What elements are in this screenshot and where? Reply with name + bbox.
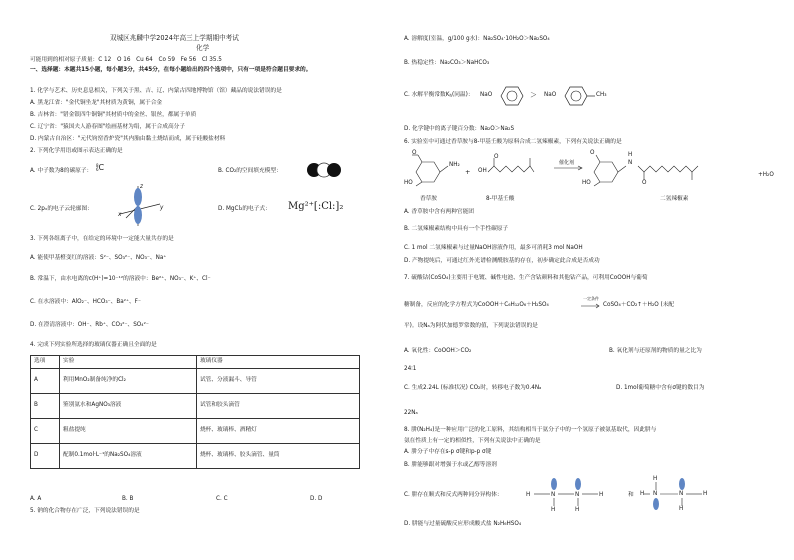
trans-n-left: N: [653, 491, 658, 497]
lone-pair-lobe: [679, 478, 685, 490]
q3-option-a: A. 能使甲基橙变红的溶液：S²⁻、SO₃²⁻、NO₃⁻、Na⁺: [30, 255, 167, 261]
q7-option-d-cont: 22Nₐ: [404, 410, 418, 416]
acid-oh-label: OH: [478, 168, 487, 174]
catalyst-label: 催化剂: [559, 160, 575, 166]
section-instructions: 一、选择题：本题共15小题，每小题3分，共45分，在每小题给出的四个选项中，只有一项是符合题目要求的。: [30, 67, 312, 73]
co2-oxygen-right: [327, 163, 341, 177]
product-ho-label: HO: [582, 180, 591, 186]
table-row: [31, 394, 360, 419]
table-header-cell: 选项: [31, 356, 60, 369]
vanillylamine-ho-label: HO: [404, 180, 413, 186]
lone-pair-lobe: [653, 498, 659, 510]
q2-nuclide-symbol: [96, 164, 104, 172]
mgcl2-electron-formula: Mg²⁺[:Cl:]₂: [288, 201, 344, 212]
q5-c-sub: h: [449, 93, 452, 98]
label-dihydrocapsaicin: 二氢辣椒素: [660, 196, 689, 202]
q7-stem-line3: CoSO₄＋CO₂↑＋H₂O (未配: [603, 302, 675, 308]
cis-h-right: H: [599, 492, 604, 498]
product-h-atom: H: [628, 152, 633, 158]
label-methylnonanoic-acid: 8-甲基壬酸: [486, 196, 515, 202]
axis-x-label: x: [118, 212, 122, 218]
label-vanillylamine: 香草胺: [420, 196, 438, 202]
q3-option-b: B. 常温下，由水电离的c(H⁺)=10⁻¹²的溶液中：Be²⁺、NO₃⁻、K⁺、Cl⁻: [30, 276, 211, 282]
q5-c-mid: (同温)：: [452, 92, 474, 98]
q2-option-a: A. 中子数为8的碳原子：: [30, 168, 93, 174]
reaction-arrow-icon: [581, 303, 601, 309]
q5-c-prefix: C. 水解平衡常数K: [404, 92, 450, 98]
cis-n-right: N: [575, 492, 580, 498]
q4-apparatus-table: [30, 355, 360, 469]
q5-option-a: A. 溶解度(室温，g/100 g水)：Na₂SO₄·10H₂O＞Na₂SO₄: [404, 36, 550, 42]
table-cell: C: [31, 419, 60, 444]
table-cell: 粗盐提纯: [60, 419, 197, 444]
table-cell: A: [31, 369, 60, 394]
cis-h-bottom-left: H: [551, 507, 556, 513]
q1-option-c: C. 辽宁省："猿国夫人游春图"绘画基材为绢，属于合成高分子: [30, 124, 186, 130]
q5-stem: 5. 钠的化合物存在广泛，下列说法错误的是: [30, 508, 140, 514]
methyl-group-label: CH₃: [596, 92, 607, 98]
q7-option-b: B. 氧化剂与还原剂的物质的量之比为: [609, 348, 702, 354]
trans-h-left: H: [640, 491, 645, 497]
q7-option-a: A. 氧化性：CoOOH＞CO₂: [404, 348, 472, 354]
q4-option-d: D. D: [310, 496, 323, 502]
table-header-row: [31, 356, 360, 369]
table-cell: 试管、分液漏斗、导管: [197, 369, 360, 394]
product-carbonyl-o: O: [642, 180, 647, 186]
water-product: +H₂O: [758, 172, 774, 178]
naophenoxide-right-label: NaO: [544, 92, 557, 98]
table-cell: 试管和胶头滴管: [197, 394, 360, 419]
table-cell: 鉴别氨水和AgNO₃溶液: [60, 394, 197, 419]
q5-option-b: B. 热稳定性：Na₂CO₃＞NaHCO₃: [404, 60, 490, 66]
naophenoxide-left-label: NaO: [480, 92, 493, 98]
table-cell: D: [31, 444, 60, 469]
q6-option-b: B. 二氢辣椒素结构中具有一个手性碳原子: [404, 226, 509, 232]
product-nh-label: [628, 160, 632, 167]
orbital-lobe-lower: [134, 206, 142, 224]
q3-option-d: D. 在澄清溶液中：OH⁻、Rb⁺、CO₃²⁻、SO₄²⁻: [30, 322, 149, 328]
axis-z-label: z: [140, 184, 143, 190]
q2-stem: 2. 下列化学用语或图示表达正确的是: [30, 148, 123, 154]
q1-option-a: A. 黑龙江省："金代铜坐龙"其材质为黄铜，属于合金: [30, 100, 163, 106]
table-header-cell: 实验: [60, 356, 197, 369]
hydrazine-cis-structure-icon: [520, 476, 620, 512]
q6-option-a: A. 香草胺中含有两种官能团: [404, 209, 474, 215]
vanillylamine-o-label: O: [412, 150, 417, 156]
benzene-ring-icon: [497, 84, 527, 108]
table-cell: 烧杯、玻璃棒、胶头滴管、量筒: [197, 444, 360, 469]
q2-option-c: C. 2pₓ的电子云轮廓图：: [30, 206, 93, 212]
q2-option-d: D. MgCl₂的电子式：: [218, 206, 271, 212]
2px-orbital-icon: [116, 184, 162, 228]
q7-option-b-cont: 24∶1: [404, 366, 417, 372]
table-cell: 烧杯、玻璃棒、酒精灯: [197, 419, 360, 444]
q3-option-c: C. 在水溶液中：AlO₂⁻、HCO₃⁻、Ba²⁺、F⁻: [30, 299, 141, 305]
trans-h-bottom: H: [679, 506, 684, 512]
q3-stem: 3. 下列各组离子中，在给定的环境中一定能大量共存的是: [30, 236, 174, 242]
q7-condition: 一定条件: [583, 296, 599, 301]
q7-stem-line4: 平)。设Nₐ为阿伏加德罗常数的值，下列说法错误的是: [404, 323, 538, 329]
product-o-label: O: [590, 150, 595, 156]
q8-option-c: C. 肼存在顺式和反式两种同分异构体：: [404, 492, 503, 498]
q1-option-d: D. 内蒙古自治区："元代钧窑香炉瓷"其内胎由黏土烧结而成，属于硅酸盐材料: [30, 136, 226, 142]
q4-option-a: A. A: [30, 496, 42, 502]
q5-option-d: D. 化学键中的离子键百分数：Na₂O＞Na₂S: [404, 126, 515, 132]
q2-element-symbol: C: [98, 163, 105, 173]
table-header-cell: 玻璃仪器: [197, 356, 360, 369]
q6-stem: 6. 实验室中可通过香草胺与8-甲基壬酸为原料合成二氢辣椒素，下列有关说法正确的是: [404, 139, 622, 145]
trans-n-right: N: [679, 491, 684, 497]
q8-stem-line2: 氨在性质上有一定的相似性，下列有关说法中正确的是: [404, 438, 541, 444]
atomic-masses: 可能用到的相对原子质量：C 12 O 16 Cu 64 Co 59 Fe 56 Cl 35.5: [30, 57, 222, 63]
q8-option-a: A. 肼分子中存在s-p σ键和p-p σ键: [404, 449, 492, 455]
q4-option-c: C. C: [216, 496, 228, 502]
q2-option-b: B. CO₂的空间填充模型：: [218, 168, 282, 174]
subject-title: 化学: [196, 44, 210, 52]
acid-o-label: O: [494, 154, 499, 160]
trans-h-top: H: [653, 476, 658, 482]
q2-atomic-number: 6: [96, 167, 99, 173]
cis-h-bottom-right: H: [575, 507, 580, 513]
q7-option-c: C. 生成2.24L (标准状况) CO₂时，转移电子数为0.4Nₐ: [404, 385, 542, 391]
q8-option-b: B. 肼能够跟对增强于水或乙醇等溶剂: [404, 462, 497, 468]
q6-option-d: D. 产物提纯后，可通过红外光谱检测酰胺基的存在，初步确定此合成是否成功: [404, 258, 600, 264]
q2-mass-number: 8: [96, 163, 99, 168]
lone-pair-lobe: [551, 478, 557, 490]
exam-title: 双城区兆麟中学2024年高三上学期期中考试: [110, 34, 239, 42]
co2-space-filling-model-icon: [306, 160, 342, 180]
greater-than-sign: ＞: [530, 91, 537, 99]
q4-stem: 4. 完成下列实验所选择的玻璃仪器正确且全面的是: [30, 342, 157, 348]
q5-option-c: [404, 92, 474, 99]
axis-y-label: y: [160, 205, 164, 211]
cis-n-left: N: [551, 492, 556, 498]
table-cell: 利用MnO₂制备纯净的Cl₂: [60, 369, 197, 394]
q6-option-c: C. 1 mol 二氢辣椒素与过量NaOH溶液作用，最多可消耗3 mol NaOH: [404, 245, 583, 251]
q8-option-d: D. 肼能与过量硫酸反应形成酸式盐 N₂H₆HSO₄: [404, 521, 522, 527]
table-cell: B: [31, 394, 60, 419]
q7-option-d: D. 1mol葡萄糖中含有σ键的数目为: [616, 385, 705, 391]
q4-option-b: B. B: [122, 496, 134, 502]
isomer-and-label: 和: [628, 492, 634, 498]
table-row: [31, 369, 360, 394]
table-row: [31, 419, 360, 444]
q8-stem-line1: 8. 肼(N₂H₄)是一种应用广泛的化工原料，其结构相当于氨分子中的一个氢原子被氨基取代，因此肼与: [404, 427, 657, 433]
table-row: [31, 444, 360, 469]
table-cell: 配制0.1mol·L⁻¹的Na₂SO₄溶液: [60, 444, 197, 469]
cis-h-left: H: [526, 492, 531, 498]
q1-stem: 1. 化学与艺术、历史息息相关，下列关于黑、吉、辽、内蒙古四地博物馆（馆）藏品的说法错误的是: [30, 88, 282, 94]
product-n-atom: N: [628, 160, 633, 166]
q7-stem-line1: 7. 硫酸钴(CoSO₄)主要用于电镀、碱性电池、生产含钴颜料和其他钴产品，可利用CoOOH与葡萄: [404, 275, 648, 281]
q7-stem-line2: 糖制备，反应的化学方程式为CoOOH＋C₆H₁₂O₆＋H₂SO₄: [404, 302, 549, 308]
q1-option-b: B. 吉林省："错金银四牛铜铜"其材质中的金丝、银丝，都属于单质: [30, 112, 197, 118]
reaction-plus: +: [465, 168, 471, 176]
trans-h-right: H: [703, 491, 708, 497]
vanillylamine-nh2-label: NH₂: [449, 162, 460, 168]
lone-pair-lobe: [575, 478, 581, 490]
